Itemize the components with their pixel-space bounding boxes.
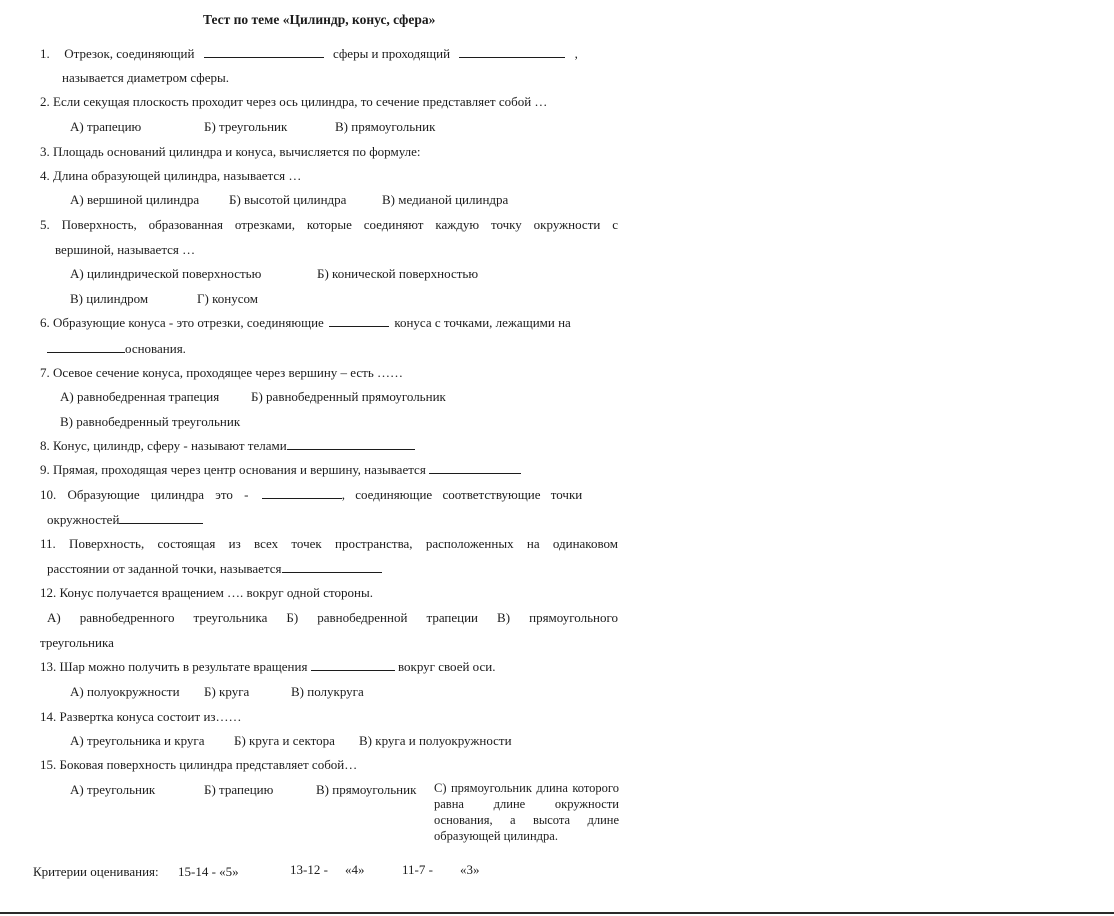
option-b: Б) высотой цилиндра: [229, 192, 347, 207]
answer-blank: [311, 659, 395, 671]
question-4: 4. Длина образующей цилиндра, называется …: [40, 168, 302, 183]
question-1: [40, 46, 620, 62]
option-a: А) полуокружности: [70, 684, 180, 699]
question-14: 14. Развертка конуса состоит из……: [40, 709, 242, 724]
question-3: 3. Площадь оснований цилиндра и конуса, вычисляется по формуле:: [40, 144, 421, 159]
option-b: Б) треугольник: [204, 119, 288, 134]
question-text: 6. Образующие конуса - это отрезки, соединяющие: [40, 315, 324, 330]
question-2: 2. Если секущая плоскость проходит через ось цилиндра, то сечение представляет собой …: [40, 94, 548, 109]
question-7: 7. Осевое сечение конуса, проходящее через вершину – есть ……: [40, 365, 404, 380]
question-text: окружностей: [47, 512, 120, 527]
answer-blank: [329, 315, 389, 327]
option-d: Г) конусом: [197, 291, 258, 306]
answer-blank: [119, 512, 203, 524]
question-text: , соединяющие соответствующие точки: [341, 487, 583, 502]
option-b: Б) равнобедренный прямоугольник: [251, 389, 446, 404]
question-text: конуса с точками, лежащими на: [394, 315, 571, 330]
option-c: В) полукруга: [291, 684, 364, 699]
option-a: А) цилиндрической поверхностью: [70, 266, 262, 281]
option-c: В) медианой цилиндра: [382, 192, 509, 207]
question-5-cont: вершиной, называется …: [55, 242, 196, 257]
question-text: расстоянии от заданной точки, называется: [47, 561, 282, 576]
question-1-cont: называется диаметром сферы.: [62, 70, 229, 85]
question-5: 5. Поверхность, образованная отрезками, которые соединяют каждую точку окружности с: [40, 217, 618, 232]
criteria-grade-4-range: 13-12 -: [290, 862, 328, 877]
criteria-grade-3: «3»: [460, 862, 480, 877]
question-10-cont: [47, 512, 203, 528]
option-a: А) равнобедренная трапеция: [60, 389, 220, 404]
answer-blank: [262, 487, 342, 499]
answer-blank: [429, 462, 521, 474]
question-6: [40, 315, 571, 331]
criteria-label: Критерии оценивания:: [33, 864, 159, 879]
criteria-grade-3-range: 11-7 -: [402, 862, 433, 877]
option-d: С) прямоугольник длина которого равна длине окружности основания, а высота длине образующей цилиндра.: [434, 781, 619, 843]
option-b: Б) конической поверхностью: [317, 266, 479, 281]
question-9: [40, 462, 521, 478]
option-b: Б) круга: [204, 684, 250, 699]
question-8: [40, 438, 415, 454]
question-text: основания.: [125, 341, 186, 356]
question-text: сферы и проходящий: [332, 46, 451, 61]
option-c: В) равнобедренный треугольник: [60, 414, 241, 429]
question-text: 8. Конус, цилиндр, сферу - называют телами: [40, 438, 287, 453]
question-text: 10. Образующие цилиндра это -: [40, 487, 249, 502]
question-12-options: А) равнобедренного треугольника Б) равнобедренной трапеции В) прямоугольного: [47, 610, 618, 625]
page-title: Тест по теме «Цилиндр, конус, сфера»: [203, 12, 436, 27]
option-a: А) вершиной цилиндра: [70, 192, 200, 207]
criteria-grade-4: «4»: [345, 862, 365, 877]
question-10: [40, 487, 618, 503]
question-13: [40, 659, 496, 675]
question-text: ,: [574, 46, 578, 61]
bottom-rule: [0, 912, 1114, 914]
question-11: 11. Поверхность, состоящая из всех точек пространства, расположенных на одинаковом: [40, 536, 618, 551]
answer-blank: [282, 561, 382, 573]
option-a: А) треугольника и круга: [70, 733, 205, 748]
option-a: А) трапецию: [70, 119, 142, 134]
option-b: Б) круга и сектора: [234, 733, 335, 748]
option-a: А) треугольник: [70, 782, 156, 797]
option-c: В) прямоугольник: [316, 782, 417, 797]
question-text: 13. Шар можно получить в результате вращения: [40, 659, 308, 674]
question-6-cont: [47, 341, 186, 357]
answer-blank: [47, 341, 125, 353]
criteria-grade-5: 15-14 - «5»: [178, 864, 239, 879]
answer-blank: [459, 46, 565, 58]
question-number: 1.: [40, 46, 50, 61]
question-text: Отрезок, соединяющий: [64, 46, 195, 61]
answer-blank: [287, 438, 415, 450]
option-b: Б) трапецию: [204, 782, 274, 797]
option-c: В) круга и полуокружности: [359, 733, 512, 748]
question-text: 9. Прямая, проходящая через центр основания и вершину, называется: [40, 462, 426, 477]
option-c: В) прямоугольник: [335, 119, 436, 134]
question-12: 12. Конус получается вращением …. вокруг одной стороны.: [40, 585, 373, 600]
option-c: В) цилиндром: [70, 291, 149, 306]
question-text: вокруг своей оси.: [397, 659, 496, 674]
question-12-cont: треугольника: [40, 635, 114, 650]
answer-blank: [204, 46, 324, 58]
question-15: 15. Боковая поверхность цилиндра представляет собой…: [40, 757, 358, 772]
question-11-cont: [47, 561, 382, 577]
